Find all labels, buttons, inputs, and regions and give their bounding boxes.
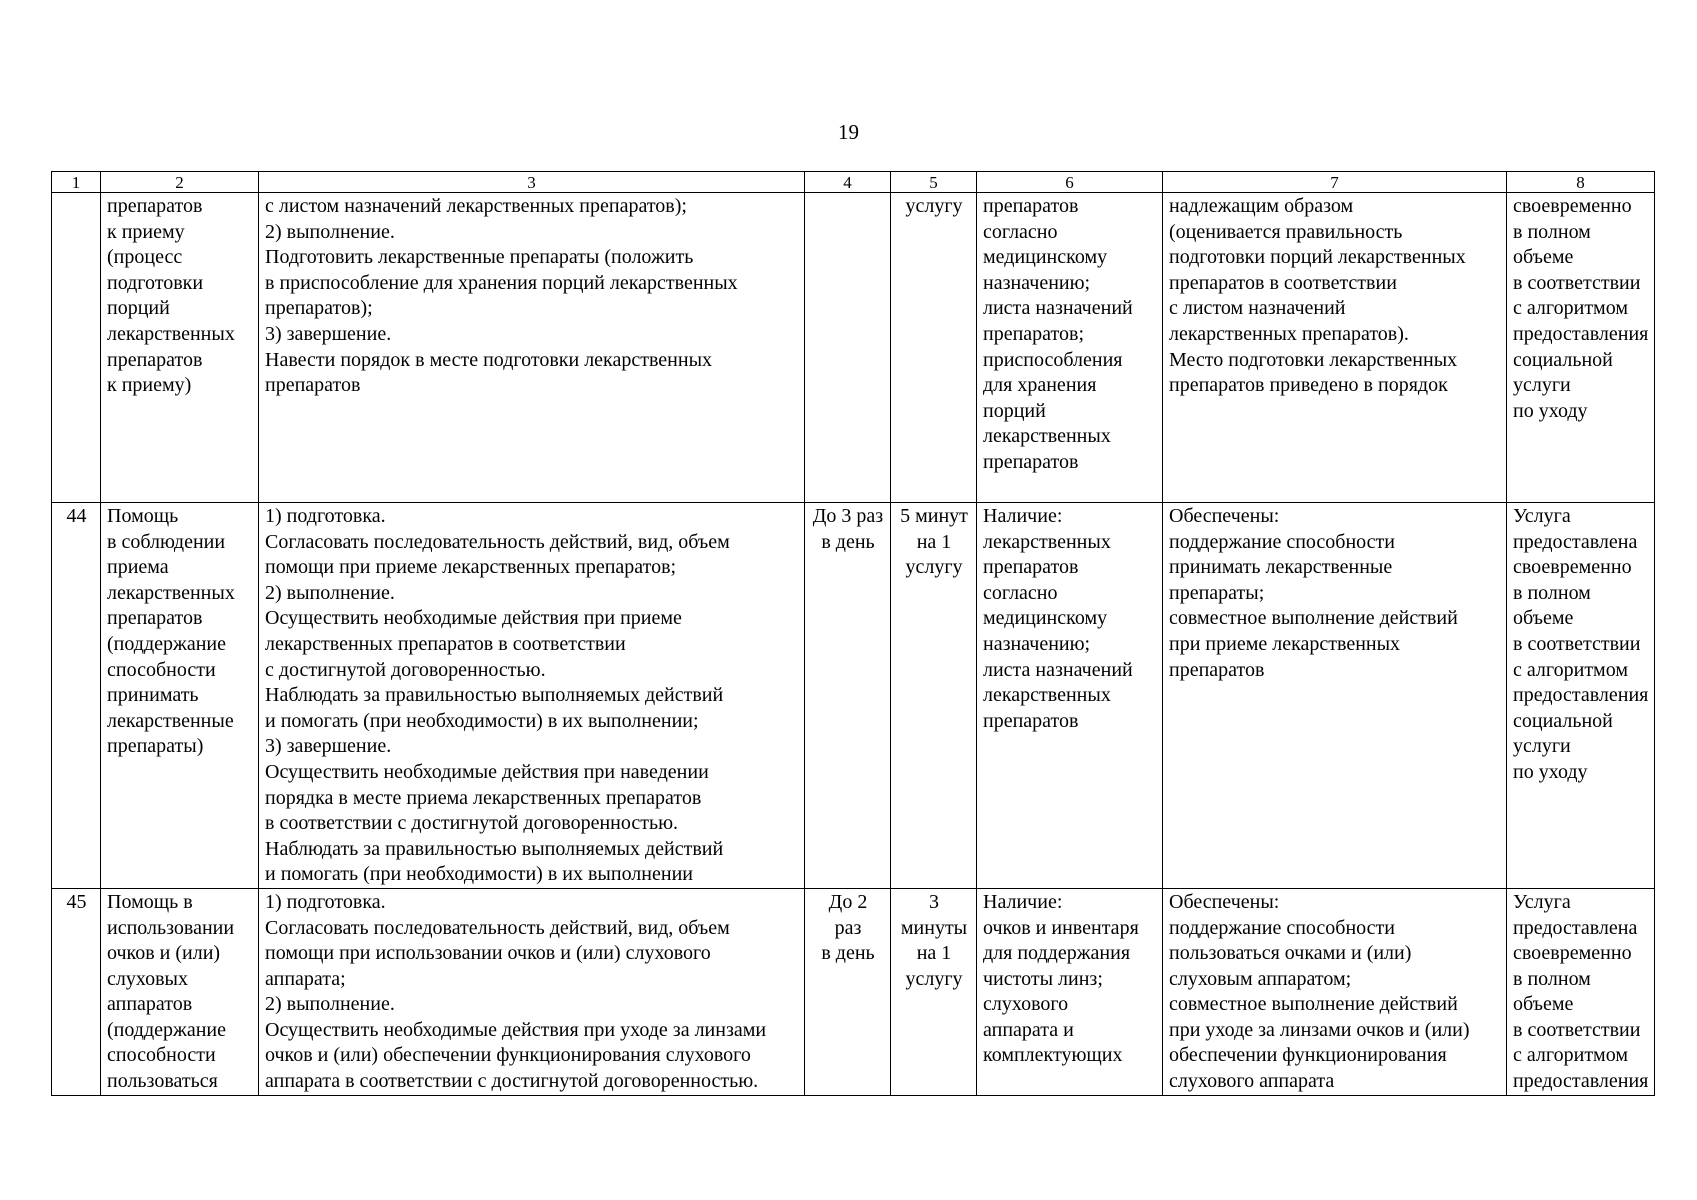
cell-text-line: Место подготовки лекарственных (1169, 348, 1458, 371)
quality-cell (1507, 503, 1655, 889)
column-number: 7 (1163, 172, 1507, 193)
cell-text-line: лекарственных (107, 581, 235, 604)
cell-text-line: листа назначений (983, 297, 1133, 320)
cell-text-line: 5 минут (900, 505, 968, 527)
page-number: 19 (838, 120, 859, 144)
cell-text-line: аппарата и (983, 1018, 1074, 1041)
row-number-cell: 45 (52, 888, 101, 1095)
cell-text-line: по уходу (1513, 399, 1588, 422)
cell-text-line: Навести порядок в месте подготовки лекарственных (265, 348, 713, 371)
cell-text-line: слуховых (107, 967, 188, 990)
column-number: 4 (805, 172, 891, 193)
cell-text-line: по уходу (1513, 760, 1588, 783)
service-name-cell (101, 888, 259, 1095)
cell-text-line: Осуществить необходимые действия при уходе за линзами (265, 1018, 767, 1041)
cell-text-line: порций (107, 297, 170, 320)
column-number: 2 (101, 172, 259, 193)
cell-text-line: препаратов (107, 195, 203, 217)
column-number: 1 (52, 172, 101, 193)
cell-text-line: Осуществить необходимые действия при приеме (265, 607, 682, 630)
cell-text-line: Согласовать последовательность действий, вид, объем (265, 530, 730, 553)
cell-text-line: Услуга (1513, 505, 1571, 527)
cell-text-line: услуги (1513, 374, 1571, 397)
cell-text-line: Подготовить лекарственные препараты (положить (265, 246, 694, 269)
cell-text-line: лекарственных (107, 322, 235, 345)
frequency-cell (805, 503, 891, 889)
cell-text-line: предоставления (1513, 322, 1649, 345)
cell-text-line: препараты; (1169, 581, 1265, 604)
cell-text-line: аппаратов (107, 993, 193, 1016)
cell-text-line: в день (821, 530, 875, 553)
column-number: 6 (977, 172, 1163, 193)
cell-text-line: пользоваться очками и (или) (1169, 942, 1412, 965)
cell-text-line: обеспечении функционирования (1169, 1044, 1447, 1067)
cell-text-line: очков и инвентаря (983, 916, 1139, 939)
cell-text-line: предоставления (1513, 1070, 1649, 1093)
table-row (52, 888, 1655, 1095)
cell-text-line: к приему) (107, 374, 192, 397)
cell-text-line: Помощь в (107, 890, 193, 913)
cell-text-line: с алгоритмом (1513, 297, 1628, 320)
cell-text-line: препараты) (107, 735, 204, 758)
results-cell (1163, 888, 1507, 1095)
cell-text-line: объеме (1513, 607, 1574, 630)
cell-text-line: услугу (905, 967, 963, 990)
cell-text-line: надлежащим образом (1169, 195, 1354, 217)
cell-text-line: с достигнутой договоренностью. (265, 658, 546, 681)
frequency-cell (805, 888, 891, 1095)
cell-text-line: препаратов (983, 556, 1079, 579)
cell-text-line: (процесс (107, 246, 183, 269)
cell-text-line: согласно (983, 220, 1058, 243)
cell-text-line: Наличие: (983, 505, 1063, 527)
cell-text-line: на 1 (916, 942, 952, 965)
cell-text-line: на 1 (916, 530, 952, 553)
cell-text-line: До 3 раз (812, 505, 884, 527)
cell-text-line: медицинскому (983, 246, 1108, 269)
quality-cell (1507, 193, 1655, 503)
cell-text-line: комплектующих (983, 1044, 1123, 1067)
service-description-cell (259, 503, 805, 889)
cell-text-line: аппарата в соответствии с достигнутой договоренностью. (265, 1070, 759, 1093)
cell-text-line: услуги (1513, 735, 1571, 758)
service-name-cell (101, 193, 259, 503)
cell-text-line: совместное выполнение действий (1169, 993, 1458, 1016)
cell-text-line: 3) завершение. (265, 735, 392, 758)
service-description-cell (259, 193, 805, 503)
cell-text-line: услугу (905, 556, 963, 579)
cell-text-line: услугу (905, 195, 963, 217)
cell-text-line: слухового (983, 993, 1069, 1016)
cell-text-line: в соответствии с достигнутой договоренностью. (265, 812, 679, 835)
service-description-cell (259, 888, 805, 1095)
cell-text-line: социальной (1513, 348, 1613, 371)
cell-text-line: Помощь (107, 505, 179, 527)
duration-cell (891, 503, 977, 889)
cell-text-line: препаратов приведено в порядок (1169, 374, 1448, 397)
cell-text-line: 1) подготовка. (265, 890, 386, 913)
cell-text-line: приема (107, 556, 169, 579)
cell-text-line: Осуществить необходимые действия при наведении (265, 760, 709, 783)
cell-text-line: слуховым аппаратом; (1169, 967, 1352, 990)
cell-text-line: препаратов (983, 450, 1079, 473)
cell-text-line: (поддержание (107, 632, 226, 655)
table-row (52, 193, 1655, 503)
cell-text-line: с алгоритмом (1513, 658, 1628, 681)
cell-text-line: препаратов (983, 709, 1079, 732)
cell-text-line: препаратов в соответствии (1169, 271, 1397, 294)
cell-text-line: подготовки порций лекарственных (1169, 246, 1466, 269)
cell-text-line: препаратов (983, 195, 1079, 217)
cell-text-line: принимать (107, 684, 199, 707)
cell-text-line: с листом назначений лекарственных препаратов); (265, 195, 687, 217)
cell-text-line: в соблюдении (107, 530, 226, 553)
cell-text-line: помощи при использовании очков и (или) слухового (265, 942, 711, 965)
cell-text-line: 3 (929, 890, 939, 913)
results-cell (1163, 193, 1507, 503)
cell-text-line: принимать лекарственные (1169, 556, 1393, 579)
quality-cell (1507, 888, 1655, 1095)
column-number: 3 (259, 172, 805, 193)
table-row (52, 503, 1655, 889)
cell-text-line: лекарственных препаратов). (1169, 322, 1409, 345)
cell-text-line: Наблюдать за правильностью выполняемых действий (265, 684, 724, 707)
cell-text-line: 3) завершение. (265, 322, 392, 345)
cell-text-line: поддержание способности (1169, 530, 1395, 553)
cell-text-line: Обеспечены: (1169, 890, 1280, 913)
cell-text-line: своевременно (1513, 942, 1632, 965)
row-number-cell (52, 193, 101, 503)
cell-text-line: согласно (983, 581, 1058, 604)
cell-text-line: помощи при приеме лекарственных препаратов; (265, 556, 677, 579)
cell-text-line: лекарственных препаратов в соответствии (265, 632, 626, 655)
cell-text-line: и помогать (при необходимости) в их выполнении; (265, 709, 699, 732)
cell-text-line: препаратов); (265, 297, 373, 320)
results-cell (1163, 503, 1507, 889)
cell-text-line: для хранения (983, 374, 1097, 397)
cell-text-line: предоставлена (1513, 530, 1638, 553)
cell-text-line: и помогать (при необходимости) в их выполнении (265, 863, 693, 886)
cell-text-line: (оценивается правильность (1169, 220, 1403, 243)
row-number-cell: 44 (52, 503, 101, 889)
cell-text-line: До 2 (828, 890, 868, 913)
cell-text-line: к приему (107, 220, 185, 243)
cell-text-line: порций (983, 399, 1046, 422)
cell-text-line: в соответствии (1513, 1018, 1641, 1041)
services-table (51, 171, 1655, 1096)
cell-text-line: 2) выполнение. (265, 220, 395, 243)
cell-text-line: в соответствии (1513, 632, 1641, 655)
conditions-cell (977, 503, 1163, 889)
column-number: 5 (891, 172, 977, 193)
cell-text-line: пользоваться (107, 1070, 218, 1093)
cell-text-line: лекарственных (983, 530, 1111, 553)
cell-text-line: листа назначений (983, 658, 1133, 681)
cell-text-line: с алгоритмом (1513, 1044, 1628, 1067)
cell-text-line: в полном (1513, 581, 1591, 604)
cell-text-line: (поддержание (107, 1018, 226, 1041)
column-number: 8 (1507, 172, 1655, 193)
cell-text-line: в приспособление для хранения порций лекарственных (265, 271, 738, 294)
cell-text-line: лекарственных (983, 684, 1111, 707)
cell-text-line: лекарственные (107, 709, 234, 732)
cell-text-line: предоставлена (1513, 916, 1638, 939)
duration-cell (891, 888, 977, 1095)
cell-text-line: минуты (900, 916, 968, 939)
cell-text-line: Согласовать последовательность действий, вид, объем (265, 916, 730, 939)
cell-text-line: своевременно (1513, 195, 1632, 217)
cell-text-line: в полном (1513, 220, 1591, 243)
cell-text-line: объеме (1513, 246, 1574, 269)
cell-text-line: социальной (1513, 709, 1613, 732)
cell-text-line: при приеме лекарственных (1169, 632, 1401, 655)
cell-text-line: в день (821, 942, 875, 965)
cell-text-line: препаратов (1169, 658, 1265, 681)
cell-text-line: предоставления (1513, 684, 1649, 707)
cell-text-line: при уходе за линзами очков и (или) (1169, 1018, 1470, 1041)
cell-text-line: Обеспечены: (1169, 505, 1280, 527)
cell-text-line: чистоты линз; (983, 967, 1103, 990)
cell-text-line: медицинскому (983, 607, 1108, 630)
cell-text-line: использовании (107, 916, 235, 939)
cell-text-line: препаратов (107, 607, 203, 630)
column-number-header-row (52, 172, 1655, 193)
cell-text-line: назначению; (983, 632, 1091, 655)
cell-text-line: 1) подготовка. (265, 505, 386, 527)
cell-text-line: назначению; (983, 271, 1091, 294)
cell-text-line: способности (107, 1044, 216, 1067)
cell-text-line: очков и (или) (107, 942, 221, 965)
frequency-cell (805, 193, 891, 503)
cell-text-line: поддержание способности (1169, 916, 1395, 939)
cell-text-line: очков и (или) обеспечении функционирования слухового (265, 1044, 751, 1067)
cell-text-line: приспособления (983, 348, 1123, 371)
cell-text-line: для поддержания (983, 942, 1131, 965)
service-name-cell (101, 503, 259, 889)
cell-text-line: в полном (1513, 967, 1591, 990)
conditions-cell (977, 888, 1163, 1095)
cell-text-line: объеме (1513, 993, 1574, 1016)
cell-text-line: 2) выполнение. (265, 581, 395, 604)
cell-text-line: препаратов; (983, 322, 1084, 345)
cell-text-line: слухового аппарата (1169, 1070, 1335, 1093)
cell-text-line: препаратов (265, 374, 361, 397)
cell-text-line: аппарата; (265, 967, 346, 990)
cell-text-line: Наблюдать за правильностью выполняемых действий (265, 837, 724, 860)
cell-text-line: Услуга (1513, 890, 1571, 913)
duration-cell (891, 193, 977, 503)
cell-text-line: совместное выполнение действий (1169, 607, 1458, 630)
cell-text-line: порядка в месте приема лекарственных препаратов (265, 786, 702, 809)
cell-text-line: 2) выполнение. (265, 993, 395, 1016)
cell-text-line: раз (834, 916, 862, 939)
cell-text-line: в соответствии (1513, 271, 1641, 294)
cell-text-line: подготовки (107, 271, 204, 294)
conditions-cell (977, 193, 1163, 503)
cell-text-line: способности (107, 658, 216, 681)
cell-text-line: Наличие: (983, 890, 1063, 913)
cell-text-line: своевременно (1513, 556, 1632, 579)
cell-text-line: с листом назначений (1169, 297, 1346, 320)
cell-text-line: лекарственных (983, 425, 1111, 448)
cell-text-line: препаратов (107, 348, 203, 371)
